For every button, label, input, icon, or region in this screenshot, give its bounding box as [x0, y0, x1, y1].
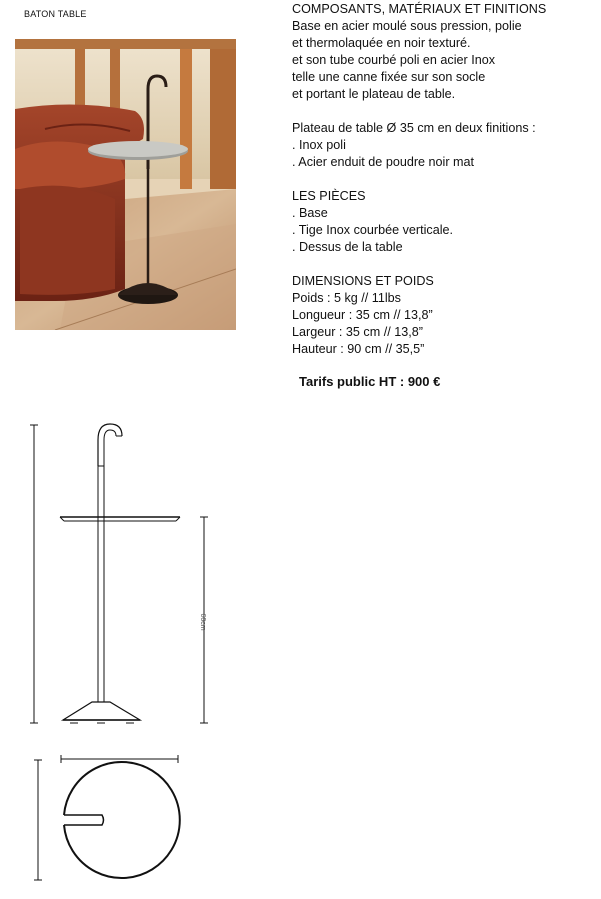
composition-line: telle une canne fixée sur son socle — [292, 70, 486, 84]
tabletop-heading: Plateau de table Ø 35 cm en deux finitions : — [292, 121, 536, 135]
product-specifications — [292, 1, 592, 358]
composition-line: et portant le plateau de table. — [292, 87, 456, 101]
table-height-label: 60cm — [199, 613, 206, 631]
composition-line: et thermolaquée en noir texturé. — [292, 36, 471, 50]
product-photo — [15, 39, 236, 330]
tabletop-finish: . Inox poli — [292, 138, 346, 152]
dimensions-item: Longueur : 35 cm // 13,8” — [292, 308, 433, 322]
public-price: Tarifs public HT : 900 € — [299, 374, 441, 389]
parts-heading: LES PIÈCES — [292, 189, 366, 203]
composition-line: et son tube courbé poli en acier Inox — [292, 53, 496, 67]
parts-item: . Dessus de la table — [292, 240, 403, 254]
composition-line: Base en acier moulé sous pression, polie — [292, 19, 522, 33]
dimensions-heading: DIMENSIONS ET POIDS — [292, 274, 434, 288]
dimensions-item: Largeur : 35 cm // 13,8” — [292, 325, 423, 339]
tabletop-finish: . Acier enduit de poudre noir mat — [292, 155, 475, 169]
side-elevation-drawing — [30, 424, 208, 723]
technical-drawing — [0, 410, 260, 899]
top-view-drawing — [34, 755, 180, 880]
dimensions-item: Hauteur : 90 cm // 35,5” — [292, 342, 425, 356]
composition-heading: COMPOSANTS, MATÉRIAUX ET FINITIONS — [292, 2, 547, 16]
dimensions-item: Poids : 5 kg // 11lbs — [292, 291, 401, 305]
product-title: BATON TABLE — [24, 9, 87, 19]
parts-item: . Base — [292, 206, 328, 220]
parts-item: . Tige Inox courbée verticale. — [292, 223, 454, 237]
